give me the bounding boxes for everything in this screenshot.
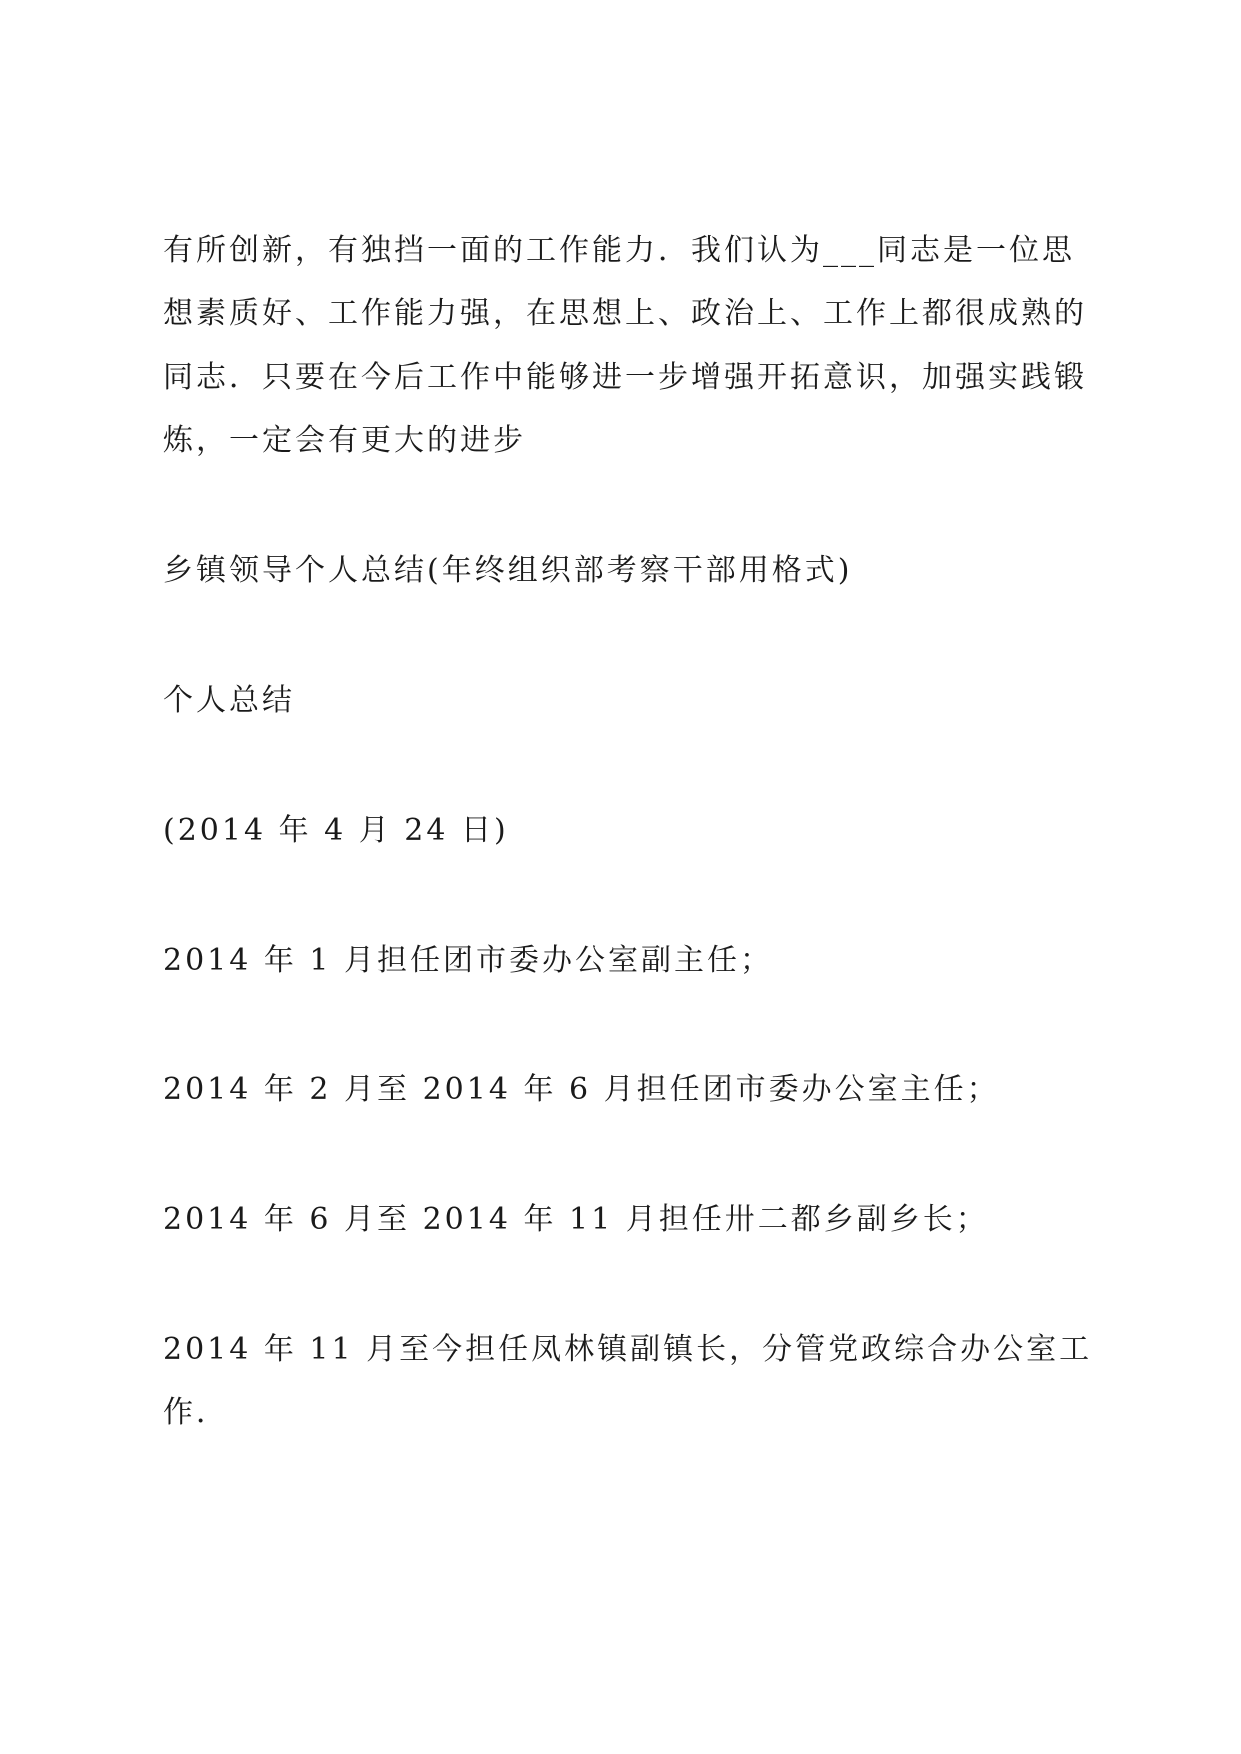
career-item-2: 2014 年 2 月至 2014 年 6 月担任团市委办公室主任； <box>163 1072 1000 1107</box>
paragraph-line-1: 有所创新，有独挡一面的工作能力．我们认为___同志是一位思 <box>163 233 1075 268</box>
career-item-3: 2014 年 6 月至 2014 年 11 月担任卅二都乡副乡长； <box>163 1202 989 1237</box>
career-item-4-continuation: 作． <box>163 1395 229 1430</box>
document-heading: 乡镇领导个人总结(年终组织部考察干部用格式) <box>163 553 853 588</box>
paragraph-line-3: 同志．只要在今后工作中能够进一步增强开拓意识，加强实践锻 <box>163 360 1087 395</box>
paragraph-line-2: 想素质好、工作能力强，在思想上、政治上、工作上都很成熟的 <box>163 296 1087 331</box>
career-item-4: 2014 年 11 月至今担任凤林镇副镇长，分管党政综合办公室工 <box>163 1332 1093 1367</box>
summary-date: (2014 年 4 月 24 日) <box>163 813 509 848</box>
paragraph-line-4: 炼，一定会有更大的进步 <box>163 423 526 458</box>
career-item-1: 2014 年 1 月担任团市委办公室副主任； <box>163 943 774 978</box>
summary-subheading: 个人总结 <box>163 683 295 718</box>
